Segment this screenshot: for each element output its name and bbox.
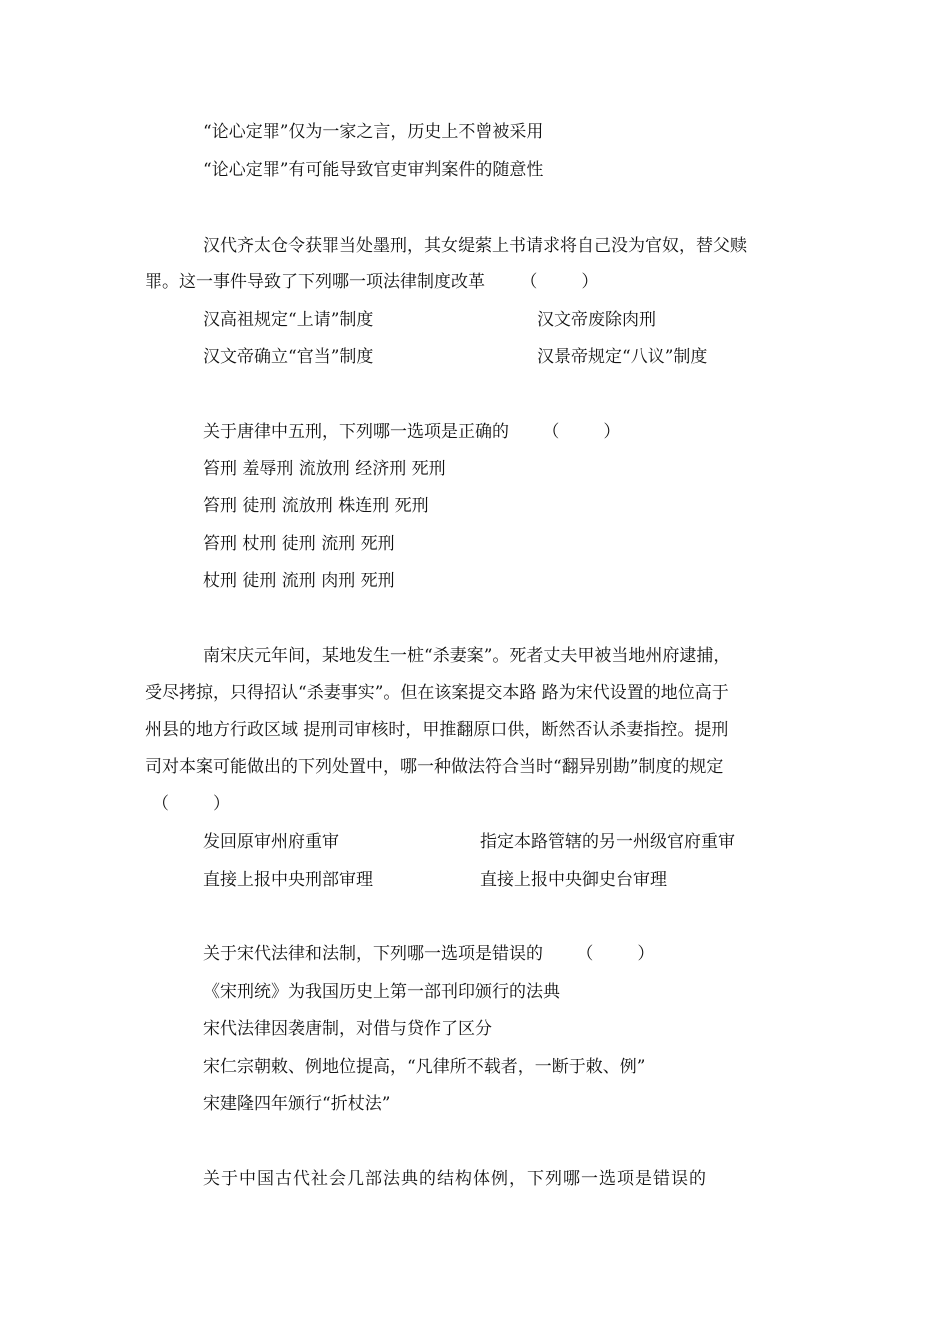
question-1-option: 汉高祖规定“上请”制度 — [203, 310, 374, 330]
question-3-stem-line: 受尽拷掠，只得招认“杀妻事实”。但在该案提交本路 路为宋代设置的地位高于 — [145, 683, 729, 703]
option-line: “论心定罪”有可能导致官吏审判案件的随意性 — [203, 160, 544, 180]
question-4-stem-text: 关于宋代法律和法制，下列哪一选项是错误的 — [203, 944, 543, 964]
question-2-option: 笞刑 羞辱刑 流放刑 经济刑 死刑 — [203, 459, 446, 479]
question-3-option: 指定本路管辖的另一州级官府重审 — [480, 832, 735, 852]
answer-paren-open: （ — [576, 944, 594, 964]
question-2-option: 笞刑 杖刑 徒刑 流刑 死刑 — [203, 534, 395, 554]
question-3-stem-line: 司对本案可能做出的下列处置中，哪一种做法符合当时“翻异别勘”制度的规定 — [145, 757, 724, 777]
question-4-option: 《宋刑统》为我国历史上第一部刊印颁行的法典 — [203, 982, 560, 1002]
question-4-option: 宋仁宗朝敕、例地位提高，“凡律所不载者，一断于敕、例” — [203, 1057, 646, 1077]
answer-paren-close: ） — [637, 944, 655, 964]
answer-paren-open: （ — [520, 272, 538, 292]
question-3-paren — [152, 792, 230, 816]
answer-paren-close: ） — [603, 422, 621, 442]
question-1-option: 汉文帝废除肉刑 — [537, 310, 656, 330]
question-2-option: 笞刑 徒刑 流放刑 株连刑 死刑 — [203, 496, 429, 516]
answer-paren-open: （ — [542, 422, 560, 442]
question-3-stem-line: 州县的地方行政区域 提刑司审核时，甲推翻原口供，断然否认杀妻指控。提刑 — [145, 720, 729, 740]
question-3-stem-line: 南宋庆元年间，某地发生一桩“杀妻案”。死者丈夫甲被当地州府逮捕， — [203, 646, 731, 666]
question-1-option: 汉文帝确立“官当”制度 — [203, 347, 374, 367]
question-5-stem-line: 关于中国古代社会几部法典的结构体例，下列哪一选项是错误的 — [203, 1169, 707, 1189]
question-4-stem-line — [203, 942, 654, 966]
question-1-stem-line — [145, 270, 598, 294]
question-1-stem-line: 汉代齐太仓令获罪当处墨刑，其女缇萦上书请求将自己没为官奴，替父赎 — [203, 236, 747, 256]
question-3-option: 直接上报中央御史台审理 — [480, 870, 667, 890]
question-3-option: 发回原审州府重审 — [203, 832, 339, 852]
question-2-option: 杖刑 徒刑 流刑 肉刑 死刑 — [203, 571, 395, 591]
option-line: “论心定罪”仅为一家之言，历史上不曾被采用 — [203, 122, 544, 142]
question-1-stem-text: 罪。这一事件导致了下列哪一项法律制度改革 — [145, 272, 485, 292]
question-1-option: 汉景帝规定“八议”制度 — [537, 347, 708, 367]
question-2-stem-text: 关于唐律中五刑，下列哪一选项是正确的 — [203, 422, 509, 442]
question-4-option: 宋代法律因袭唐制，对借与贷作了区分 — [203, 1019, 492, 1039]
question-3-option: 直接上报中央刑部审理 — [203, 870, 373, 890]
question-2-stem-line — [203, 420, 620, 444]
answer-paren-close: ） — [581, 272, 599, 292]
answer-paren-close: ） — [213, 794, 230, 814]
question-4-option: 宋建隆四年颁行“折杖法” — [203, 1094, 391, 1114]
answer-paren-open: （ — [152, 794, 169, 814]
